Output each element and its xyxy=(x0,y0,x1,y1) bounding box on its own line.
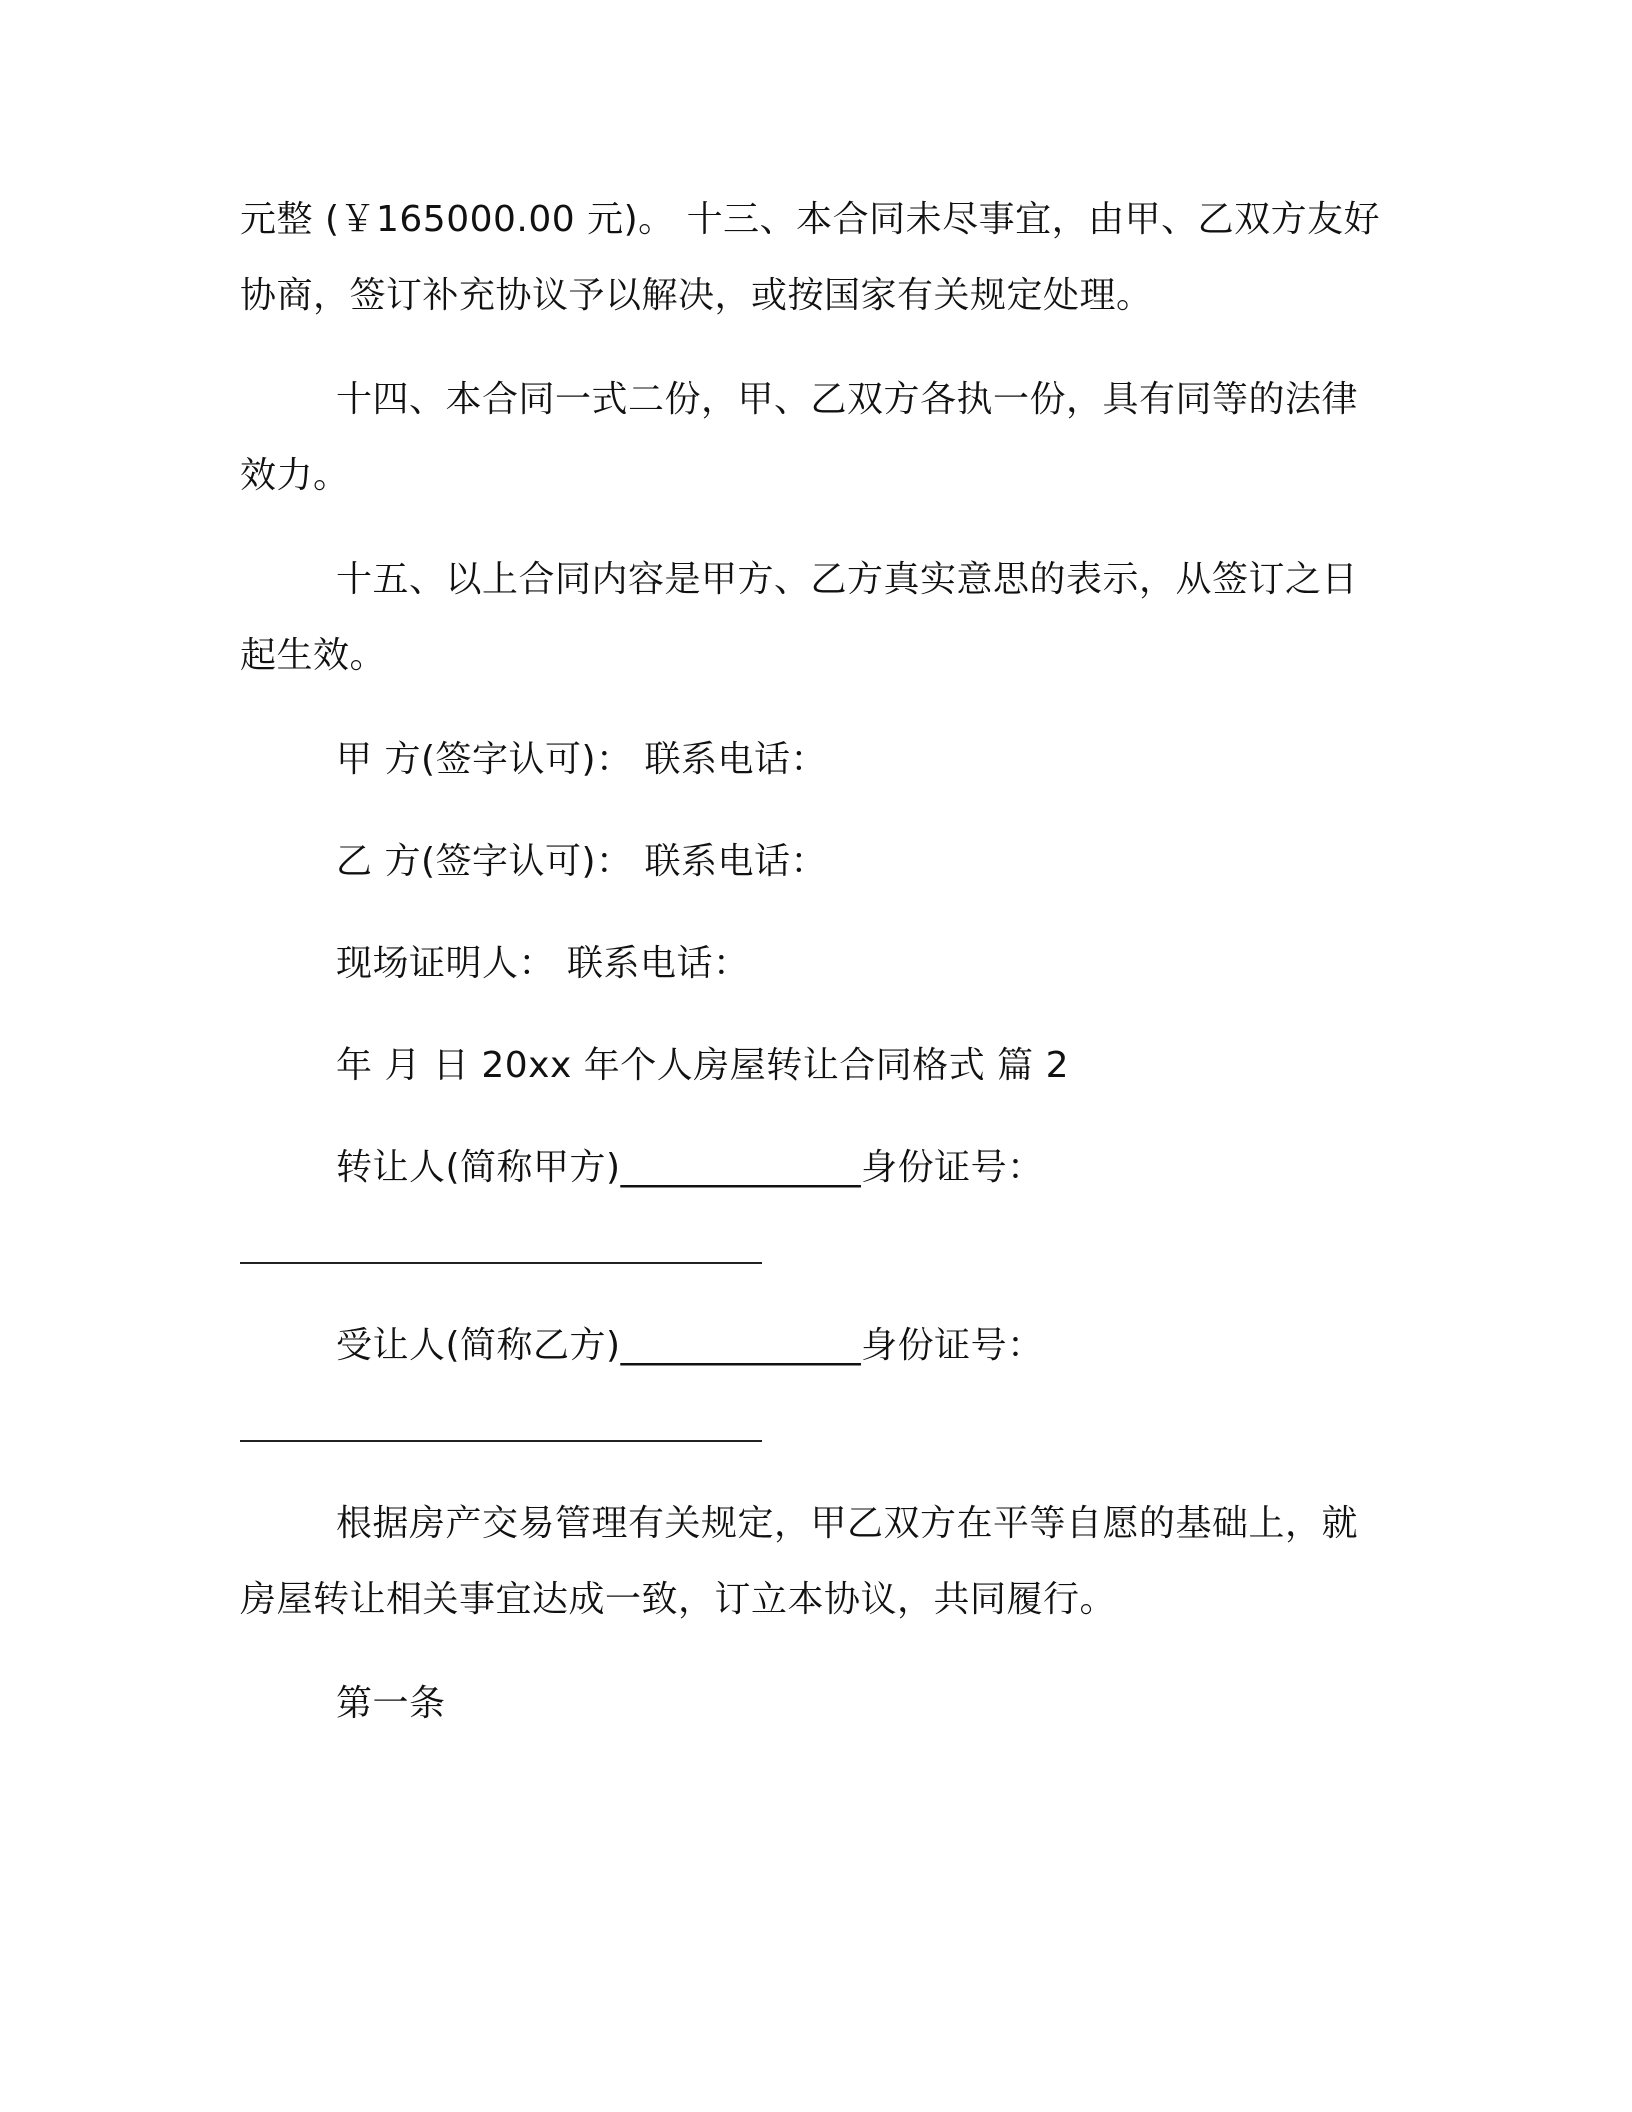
transferor-id-blank xyxy=(240,1262,762,1264)
transferee-line: 受让人(简称乙方)_____________身份证号： xyxy=(336,1325,1044,1366)
paragraph-15-line-1: 十五、以上合同内容是甲方、乙方真实意思的表示，从签订之日 xyxy=(336,559,1359,600)
paragraph-14-line-2: 效力。 xyxy=(240,455,350,496)
paragraph-13-line-2: 协商，签订补充协议予以解决，或按国家有关规定处理。 xyxy=(240,275,1153,316)
section-heading: 年 月 日 20xx 年个人房屋转让合同格式 篇 2 xyxy=(336,1045,1069,1086)
witness-signature-line: 现场证明人： 联系电话： xyxy=(336,943,750,984)
preamble-line-1: 根据房产交易管理有关规定，甲乙双方在平等自愿的基础上，就 xyxy=(336,1503,1359,1544)
paragraph-13-line-1: 元整 (￥165000.00 元)。 十三、本合同未尽事宜，由甲、乙双方友好 xyxy=(240,199,1381,240)
paragraph-15-line-2: 起生效。 xyxy=(240,635,387,676)
party-a-signature-line: 甲 方(签字认可)： 联系电话： xyxy=(336,739,827,780)
transferee-id-blank xyxy=(240,1440,762,1442)
article-one-heading: 第一条 xyxy=(336,1683,446,1724)
party-b-signature-line: 乙 方(签字认可)： 联系电话： xyxy=(336,841,827,882)
paragraph-14-line-1: 十四、本合同一式二份，甲、乙双方各执一份，具有同等的法律 xyxy=(336,379,1359,420)
preamble-line-2: 房屋转让相关事宜达成一致，订立本协议，共同履行。 xyxy=(240,1579,1117,1620)
transferor-line: 转让人(简称甲方)_____________身份证号： xyxy=(336,1147,1044,1188)
